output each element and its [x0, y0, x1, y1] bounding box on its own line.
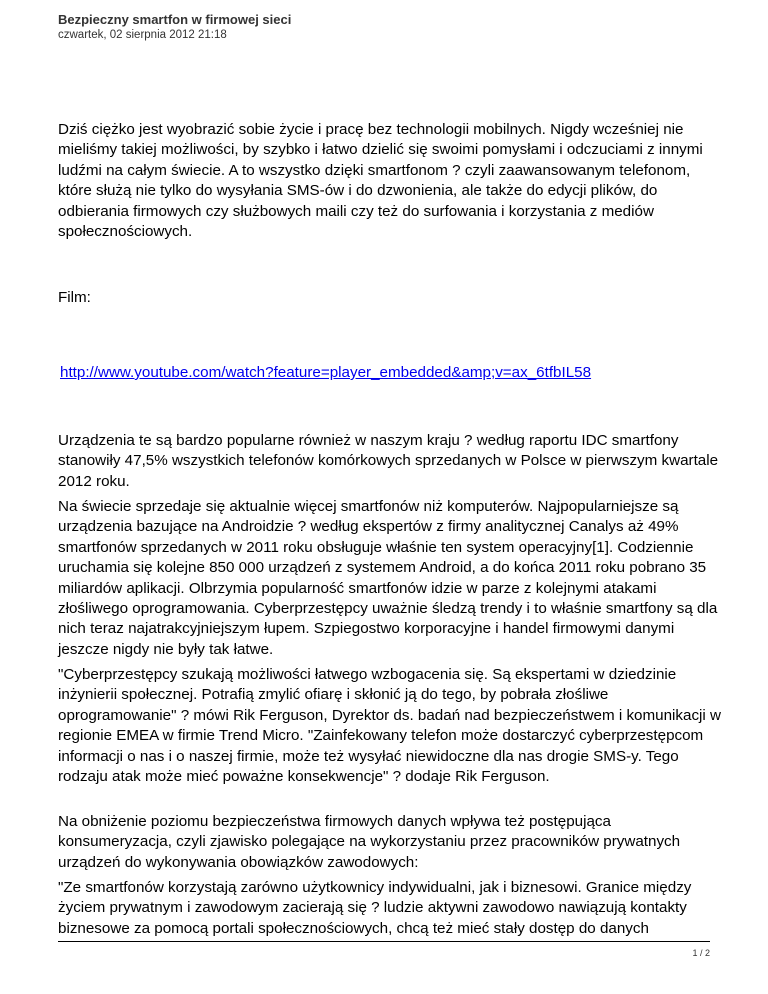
intro-paragraph: Dziś ciężko jest wyobrazić sobie życie i pracę bez technologii mobilnych. Nigdy wcześniej nie mieliśmy takiej możliwości, by szybko i łatwo dzielić się swoimi pomysłami i odczuciami z innymi ludźmi na całym świecie. A to wszystko dzięki smartfonom ? czyli zaawansowanym telefonom, które służą nie tylko do wysyłania SMS-ów i do dzwonienia, ale także do edycji plików, do odbierania firmowych czy służbowych maili czy też do surfowania i korzystania z mediów społecznościowych.: [58, 121, 703, 241]
paragraph-smartphone-users: "Ze smartfonów korzystają zarówno użytkownicy indywidualni, jak i biznesowi. Granice między życiem prywatnym i zawodowym zacierają się ? ludzie aktywni zawodowo nawiązują kontakty biznesowe za pomocą portali społecznościowych, chcą też mieć stały dostęp do danych: [58, 879, 692, 937]
paragraph-android: Na świecie sprzedaje się aktualnie więcej smartfonów niż komputerów. Najpopularniejsze są urządzenia bazujące na Androidzie ? według ekspertów z firmy analitycznej Canalys aż 49% smartfonów sprzedanych w 2011 roku obsługuje właśnie ten system operacyjny[1]. Codziennie uruchamia się kolejne 850 000 urządzeń z systemem Android, a do końca 2011 roku pobrano 35 miliardów aplikacji. Olbrzymia popularność smartfonów idzie w parze z kolejnymi atakami złośliwego oprogramowania. Cyberprzestępcy uważnie śledzą trendy i to właśnie smartfony są dla nich teraz najatrakcyjniejszym łupem. Szpiegostwo korporacyjne i handel firmowymi danymi jeszcze nigdy nie były tak łatwe.: [58, 498, 718, 658]
paragraph-consumerization: Na obniżenie poziomu bezpieczeństwa firmowych danych wpływa też postępująca konsumeryzacja, czyli zjawisko polegające na wykorzystaniu przez pracowników prywatnych urządzeń do wykonywania obowiązków zawodowych:: [58, 813, 681, 871]
video-link-wrapper: [60, 363, 725, 383]
video-link[interactable]: http://www.youtube.com/watch?feature=player_embedded&amp;v=ax_6tfbIL58: [60, 364, 592, 381]
paragraph-ferguson-quote: "Cyberprzestępcy szukają możliwości łatwego wzbogacenia się. Są ekspertami w dziedzinie inżynierii społecznej. Potrafią zmylić ofiarę i skłonić ją do tego, by pobrała złośliwe oprogramowanie" ? mówi Rik Ferguson, Dyrektor ds. badań nad bezpieczeństwem i komunikacji w regionie EMEA w firmie Trend Micro. "Zainfekowany telefon może dostarczyć cyberprzestępcom informacji o nas i o naszej firmie, może też wysyłać niewidoczne dla nas drogie SMS-y. Tego rodzaju atak może mieć poważne konsekwencje" ? dodaje Rik Ferguson.: [58, 666, 721, 786]
film-label: Film:: [58, 289, 91, 306]
document-header: [58, 12, 291, 43]
page-number: 1 / 2: [692, 948, 710, 958]
paragraph-idc: Urządzenia te są bardzo popularne również w naszym kraju ? według raportu IDC smartfony stanowiły 47,5% wszystkich telefonów komórkowych sprzedanych w Polsce w pierwszym kwartale 2012 roku.: [58, 432, 719, 490]
article-date: czwartek, 02 sierpnia 2012 21:18: [58, 29, 227, 41]
article-title: Bezpieczny smartfon w firmowej sieci: [58, 12, 292, 27]
footer-divider: [58, 941, 710, 942]
